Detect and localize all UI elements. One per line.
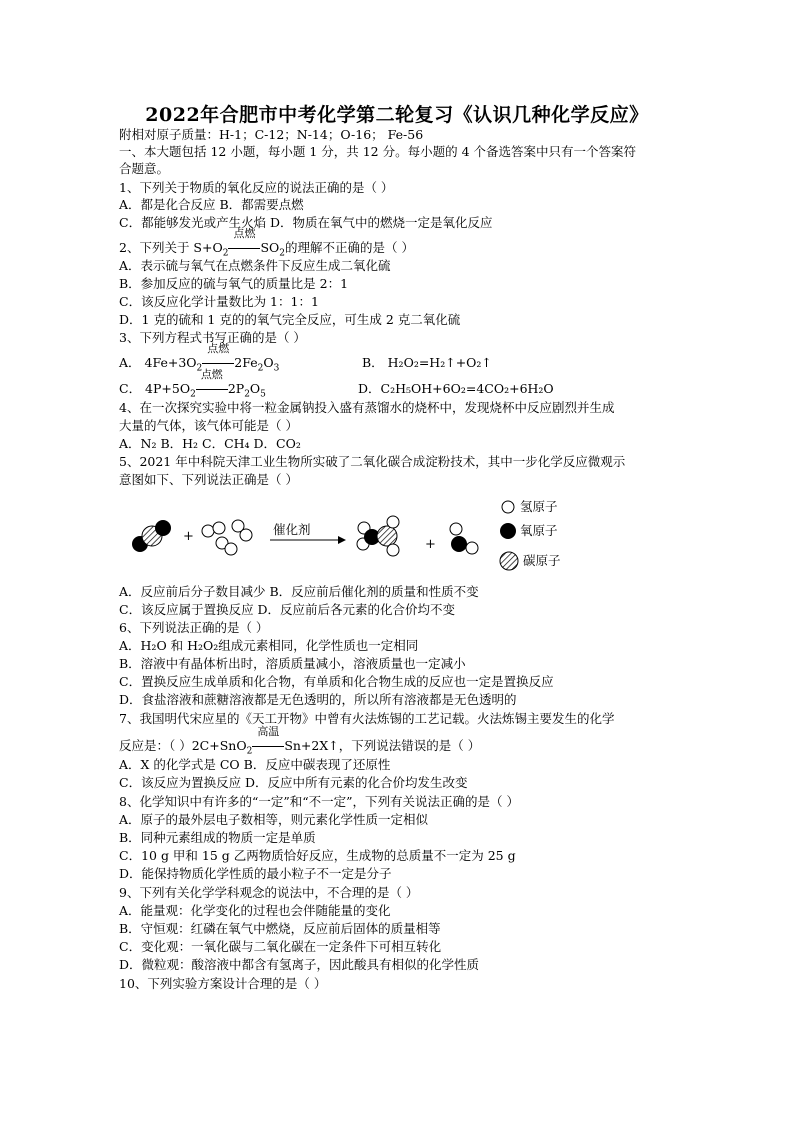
legend (500, 499, 561, 570)
q7-stem-line2: 反应是：（ ）2C+SnO$_2$ 高温 Sn+2X↑，下列说法错误的是（ ） (119, 725, 481, 757)
q4-stem-line2: 大量的气体，该气体可能是（ ） (119, 418, 298, 433)
page-title: 2022年合肥市中考化学第二轮复习《认识几种化学反应》 (145, 104, 649, 126)
q3-option-a: A． $4Fe+3O_2$ 点燃 $2Fe_2O_3$ (119, 342, 280, 374)
hydrogen-atom (450, 523, 462, 535)
catalyst-label: 催化剂 (273, 522, 311, 537)
legend-hydrogen-icon (502, 501, 514, 513)
q7-condition-label: 高温 (257, 725, 280, 738)
hydrogen-atom (387, 544, 399, 556)
legend-hydrogen-label: 氢原子 (520, 499, 558, 514)
q6-option-b: B．溶液中有晶体析出时，溶质质量减小，溶液质量也一定减小 (119, 656, 466, 671)
section-instructions-line1: 一、本大题包括 12 小题，每小题 1 分，共 12 分。每小题的 4 个备选答案中只有一个答案符 (119, 144, 637, 159)
q8-option-c: C．10 g 甲和 15 g 乙两物质恰好反应，生成物的总质量不一定为 25 g (119, 848, 516, 863)
q3-c-pre: C． 4P+5O (119, 381, 191, 396)
q2-condition-label: 点燃 (233, 227, 256, 240)
q2-stem-mid: SO (260, 240, 280, 255)
q3-a-pre: A． 4Fe+3O (119, 355, 197, 370)
q9-option-b: B．守恒观：红磷在氧气中燃烧，反应前后固体的质量相等 (119, 921, 441, 936)
q7-stem2-pre: 反应是：（ ）2C+SnO (119, 738, 247, 753)
q2-option-a: A．表示硫与氧气在点燃条件下反应生成二氧化硫 (119, 258, 391, 273)
q2-sub1: 2 (222, 248, 229, 259)
q8-option-d: D．能保持物质化学性质的最小粒子不一定是分子 (119, 866, 392, 881)
q2-stem-post: 的理解不正确的是（ ） (285, 240, 414, 255)
hydrogen-atom (240, 529, 252, 541)
hydrogen-atom (225, 543, 237, 555)
q5-stem-line2: 意图如下、下列说法正确是（ ） (119, 472, 298, 487)
carbon-atom (377, 526, 397, 546)
q5-stem-line1: 5、2021 年中科院天津工业生物所实破了二氧化碳合成淀粉技术，其中一步化学反应微观示 (119, 454, 626, 469)
q2-stem (119, 227, 414, 259)
hydrogen-atom (202, 525, 214, 537)
q8-option-b: B．同种元素组成的物质一定是单质 (119, 830, 316, 845)
q3-a-condition-label: 点燃 (207, 342, 230, 355)
q6-stem: 6、下列说法正确的是（ ） (119, 620, 269, 635)
q9-option-a: A．能量观：化学变化的过程也会伴随能量的变化 (119, 903, 391, 918)
q2-stem-pre: 2、下列关于 S+O (119, 240, 223, 255)
q6-option-a: A．H₂O 和 H₂O₂组成元素相同，化学性质也一定相同 (119, 638, 419, 653)
q2-sub2: 2 (279, 248, 285, 259)
h2-molecules (202, 520, 252, 555)
q3-c-condition-label: 点燃 (200, 368, 223, 381)
hydrogen-atom (213, 522, 225, 534)
q9-stem: 9、下列有关化学学科观念的说法中，不合理的是（ ） (119, 885, 419, 900)
q3-c-condition (196, 368, 228, 397)
q1-options-cd: C．都能够发光或产生火焰 D．物质在氧气中的燃烧一定是氧化反应 (119, 215, 493, 230)
q2-option-b: B．参加反应的硫与氧气的质量比是 2：1 (119, 276, 349, 291)
q7-options-ab: A．X 的化学式是 CO B．反应中碳表现了还原性 (119, 757, 391, 772)
q5-options-ab: A．反应前后分子数目减少 B．反应前后催化剂的质量和性质不变 (119, 584, 479, 599)
water-molecule (450, 523, 478, 554)
arrow-head-icon (338, 536, 346, 544)
q6-option-c: C．置换反应生成单质和化合物，有单质和化合物生成的反应也一定是置换反应 (119, 674, 554, 689)
hydrogen-atom (387, 516, 399, 528)
q7-condition (252, 725, 284, 754)
q2-option-c: C．该反应化学计量数比为 1：1：1 (119, 294, 319, 309)
legend-carbon-label: 碳原子 (523, 553, 561, 568)
atomic-masses: 附相对原子质量：H-1；C-12；N-14；O-16； Fe-56 (119, 127, 424, 142)
q4-options: A．N₂ B．H₂ C．CH₄ D．CO₂ (119, 436, 301, 451)
q3-option-c: C． $4P+5O_2$ 点燃 $2P_2O_5$ (119, 368, 266, 400)
q8-option-a: A．原子的最外层电子数相等，则元素化学性质一定相似 (119, 812, 429, 827)
q1-options-ab: A．都是化合反应 B．都需要点燃 (119, 197, 304, 212)
q3-stem: 3、下列方程式书写正确的是（ ） (119, 330, 306, 345)
q3-c-post: 2P (227, 381, 245, 396)
q2-condition (228, 227, 260, 256)
q7-options-cd: C．该反应为置换反应 D．反应中所有元素的化合价均发生改变 (119, 775, 468, 790)
q7-stem-line1: 7、我国明代宋应星的《天工开物》中曾有火法炼锡的工艺记载。火法炼锡主要发生的化学 (119, 711, 615, 726)
q9-option-c: C．变化观：一氧化碳与二氧化碳在一定条件下可相互转化 (119, 939, 442, 954)
q9-option-d: D．微粒观：酸溶液中都含有氢离子，因此酸具有相似的化学性质 (119, 957, 480, 972)
q5-options-cd: C．该反应属于置换反应 D．反应前后各元素的化合价均不变 (119, 602, 456, 617)
oxygen-atom (155, 520, 171, 536)
co2-molecule-reactant (132, 520, 171, 552)
oxygen-atom (451, 536, 467, 552)
legend-oxygen-label: 氧原子 (520, 523, 558, 538)
q7-stem2-post: Sn+2X↑，下列说法错误的是（ ） (284, 738, 481, 753)
q10-stem: 10、下列实验方案设计合理的是（ ） (119, 976, 327, 991)
reaction-diagram (110, 490, 590, 580)
q3-option-b: B． H₂O₂=H₂↑+O₂↑ (362, 355, 492, 370)
q8-stem: 8、化学知识中有许多的“一定”和“不一定”，下列有关说法正确的是（ ） (119, 794, 519, 809)
plus-sign: + (425, 537, 436, 552)
hydrogen-atom (466, 542, 478, 554)
q6-option-d: D．食盐溶液和蔗糖溶液都是无色透明的，所以所有溶液都是无色透明的 (119, 692, 517, 707)
q2-option-d: D．1 克的硫和 1 克的的氧气完全反应，可生成 2 克二氧化硫 (119, 312, 461, 327)
q3-a-post: 2Fe (234, 355, 258, 370)
section-instructions-line2: 合题意。 (119, 161, 170, 176)
q4-stem-line1: 4、在一次探究实验中将一粒金属钠投入盛有蒸馏水的烧杯中，发现烧杯中反应剧烈并生成 (119, 400, 615, 415)
q3-option-d: D．C₂H₅OH+6O₂=4CO₂+6H₂O (358, 381, 554, 396)
legend-carbon-icon (500, 552, 518, 570)
q1-stem: 1、下列关于物质的氧化反应的说法正确的是（ ） (119, 180, 394, 195)
plus-sign: + (183, 529, 194, 544)
methanol-molecule (357, 516, 399, 556)
legend-oxygen-icon (500, 523, 516, 539)
